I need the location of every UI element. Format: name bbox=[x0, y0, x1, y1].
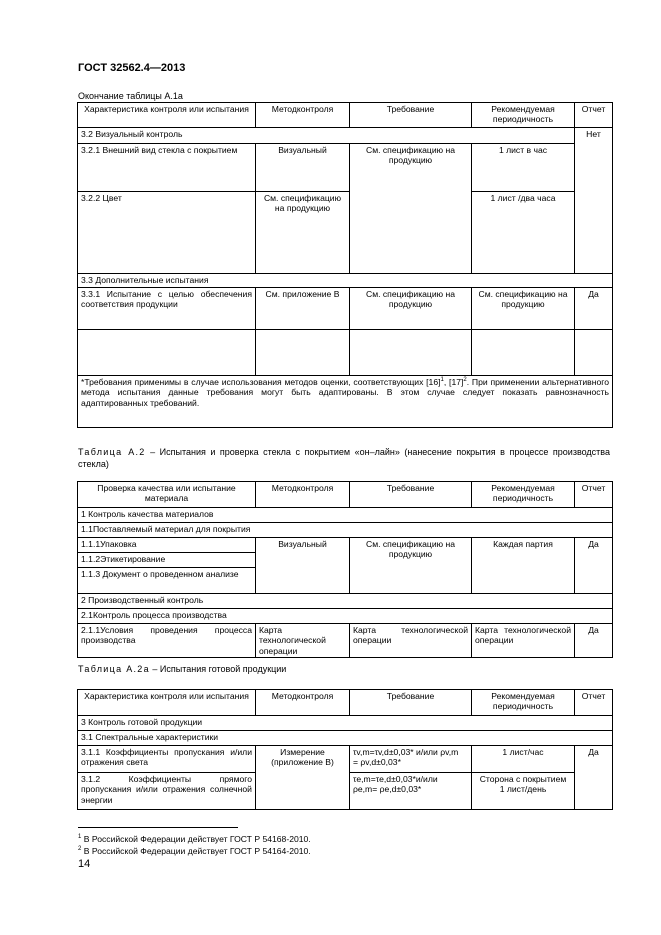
row-3-2-req: См. спецификацию на продукцию bbox=[350, 144, 472, 274]
footnote-2-num: 2 bbox=[78, 846, 82, 853]
table-a1a bbox=[77, 102, 613, 428]
footnote-1 bbox=[78, 834, 311, 844]
empty-cell bbox=[350, 330, 472, 376]
note-ref-2: 2 bbox=[463, 377, 467, 384]
req-3-1-2-line2: ρe,m= ρe,d±0,03* bbox=[353, 784, 422, 795]
empty-cell bbox=[256, 330, 350, 376]
empty-cell bbox=[78, 330, 256, 376]
group1-method: Визуальный bbox=[256, 538, 350, 594]
section-3-1: 3.1 Спектральные характеристики bbox=[78, 731, 613, 746]
table-a2a bbox=[77, 689, 613, 810]
period-3-1-2-line1: Сторона с покрытием bbox=[479, 774, 567, 784]
section-3-3: 3.3 Дополнительные испытания bbox=[78, 274, 613, 288]
section-1: 1 Контроль качества материалов bbox=[78, 508, 613, 523]
row-3-1-2-req bbox=[350, 773, 472, 810]
col-period: Рекомендуемая периодичность bbox=[472, 103, 575, 128]
col-period: Рекомендуемая периодичность bbox=[472, 482, 575, 508]
table-a2a-label: Таблица А.2а bbox=[78, 664, 150, 674]
table-a2-caption bbox=[78, 446, 610, 470]
row-3-1-2-name: 3.1.2 Коэффициенты прямого пропускания и/или отражения солнечной энергии bbox=[78, 773, 256, 810]
row-3-2-2-period: 1 лист /два часа bbox=[472, 192, 575, 274]
note-text: Требования применимы в случае использования методов оценки, соответствующих [16] bbox=[84, 377, 441, 387]
col-characteristic: Характеристика контроля или испытания bbox=[78, 690, 256, 716]
row-2-1-1-req: Карта технологической операции bbox=[350, 624, 472, 658]
row-3-1-1-period: 1 лист/час bbox=[472, 746, 575, 773]
col-report: Отчет bbox=[575, 103, 613, 128]
footnote-1-num: 1 bbox=[78, 834, 82, 841]
note-ref-1: 1 bbox=[440, 377, 444, 384]
row-1-1-1: 1.1.1Упаковка bbox=[78, 538, 256, 553]
group1-req: См. спецификацию на продукцию bbox=[350, 538, 472, 594]
col-requirement: Требование bbox=[350, 103, 472, 128]
section-2: 2 Производственный контроль bbox=[78, 594, 613, 609]
col-characteristic: Проверка качества или испытание материала bbox=[78, 482, 256, 508]
col-report: Отчет bbox=[575, 690, 613, 716]
section-2-1: 2.1Контроль процесса производства bbox=[78, 609, 613, 624]
col-method: Методконтроля bbox=[256, 690, 350, 716]
row-2-1-1-name: 2.1.1Условия проведения процесса производства bbox=[78, 624, 256, 658]
col-method: Методконтроля bbox=[256, 103, 350, 128]
col-requirement: Требование bbox=[350, 482, 472, 508]
footnote-separator bbox=[78, 827, 238, 828]
empty-cell bbox=[472, 330, 575, 376]
group1-period: Каждая партия bbox=[472, 538, 575, 594]
row-3-1-1-name: 3.1.1 Коэффициенты пропускания и/или отражения света bbox=[78, 746, 256, 773]
row-3-3-1-report: Да bbox=[575, 288, 613, 330]
col-report: Отчет bbox=[575, 482, 613, 508]
report-3-2: Нет bbox=[575, 128, 613, 274]
period-3-1-2-line2: 1 лист/день bbox=[499, 784, 547, 795]
row-1-1-3: 1.1.3 Документ о проведенном анализе bbox=[78, 568, 256, 594]
page-number: 14 bbox=[78, 858, 91, 870]
table-a1a-note bbox=[78, 376, 613, 428]
document-header: ГОСТ 32562.4—2013 bbox=[78, 62, 186, 74]
group1-report: Да bbox=[575, 538, 613, 594]
table-a2-label: Таблица А.2 bbox=[78, 447, 146, 457]
note-marker: * bbox=[81, 377, 85, 387]
footnote-1-text: В Российской Федерации действует ГОСТ Р 54168-2010. bbox=[83, 834, 311, 844]
footnote-2-text: В Российской Федерации действует ГОСТ Р 54164-2010. bbox=[83, 846, 311, 856]
row-2-1-1-method: Карта технологической операции bbox=[256, 624, 350, 658]
req-3-1-2-line1: τe,m=τe,d±0,03*и/или bbox=[353, 774, 438, 784]
table-a1a-caption: Окончание таблицы А.1а bbox=[78, 91, 183, 101]
row-3-3-1-method: См. приложение В bbox=[256, 288, 350, 330]
col-requirement: Требование bbox=[350, 690, 472, 716]
req-3-1-1-line2: = ρv,d±0,03* bbox=[353, 757, 401, 768]
table-a2 bbox=[77, 481, 613, 658]
table-a2-title: – Испытания и проверка стекла с покрытием «он–лайн» (нанесение покрытия в процессе производства стекла) bbox=[78, 447, 610, 470]
footnote-2 bbox=[78, 846, 311, 856]
group-method: Измерение (приложение В) bbox=[256, 746, 350, 810]
row-2-1-1-report: Да bbox=[575, 624, 613, 658]
row-3-3-1-name: 3.3.1 Испытание с целью обеспечения соответствия продукции bbox=[78, 288, 256, 330]
empty-cell bbox=[575, 330, 613, 376]
col-period: Рекомендуемая периодичность bbox=[472, 690, 575, 716]
row-3-1-2-period bbox=[472, 773, 575, 810]
row-3-2-1-method: Визуальный bbox=[256, 144, 350, 192]
req-3-1-1-line1: τv,m=τv,d±0,03* и/или ρv,m bbox=[353, 747, 459, 757]
table-a2a-title: – Испытания готовой продукции bbox=[149, 664, 287, 674]
row-3-3-1-req: См. спецификацию на продукцию bbox=[350, 288, 472, 330]
col-characteristic: Характеристика контроля или испытания bbox=[78, 103, 256, 128]
group-report: Да bbox=[575, 746, 613, 810]
row-3-1-1-req bbox=[350, 746, 472, 773]
row-3-2-2-method: См. спецификацию на продукцию bbox=[256, 192, 350, 274]
row-3-2-1-name: 3.2.1 Внешний вид стекла с покрытием bbox=[78, 144, 256, 192]
row-2-1-1-period: Карта технологической операции bbox=[472, 624, 575, 658]
section-3-2: 3.2 Визуальный контроль bbox=[78, 128, 575, 144]
note-mid: , [17] bbox=[443, 377, 464, 387]
col-method: Методконтроля bbox=[256, 482, 350, 508]
row-1-1-2: 1.1.2Этикетирование bbox=[78, 553, 256, 568]
table-a2a-caption bbox=[78, 664, 286, 674]
row-3-2-2-name: 3.2.2 Цвет bbox=[78, 192, 256, 274]
section-1-1: 1.1Поставляемый материал для покрытия bbox=[78, 523, 613, 538]
section-3: 3 Контроль готовой продукции bbox=[78, 716, 613, 731]
row-3-2-1-period: 1 лист в час bbox=[472, 144, 575, 192]
note-rest: . При применении альтернативного метода испытания данные требования могут быть адаптированы. В этом случае следует показать равнозначность адаптированных требований. bbox=[81, 377, 609, 408]
row-3-3-1-period: См. спецификацию на продукцию bbox=[472, 288, 575, 330]
